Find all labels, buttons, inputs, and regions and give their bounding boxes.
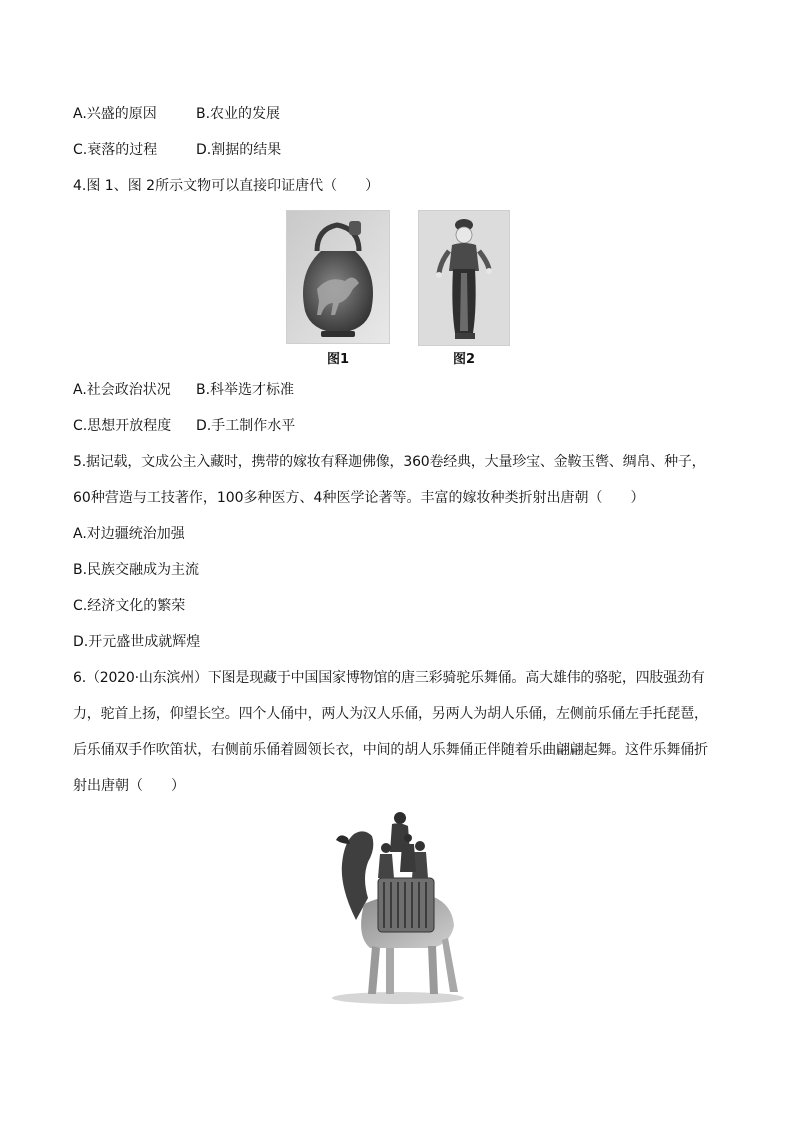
figure-2-glazed-figurine <box>418 210 510 346</box>
q6-stem-line-1: 6.（2020·山东滨州）下图是现藏于中国国家博物馆的唐三彩骑驼乐舞俑。高大雄伟的骆驼，四肢强劲有 <box>73 670 705 686</box>
figure-1-caption: 图1 <box>326 352 350 367</box>
q6-stem-line-3: 后乐俑双手作吹笛状，右侧前乐俑着圆领长衣，中间的胡人乐舞俑正伴随着乐曲翩翩起舞。这件乐舞俑折 <box>73 742 708 758</box>
figure-2-caption: 图2 <box>452 352 476 367</box>
q3-options-row-2 <box>73 140 281 160</box>
q4-option-c: C.思想开放程度 <box>73 418 172 434</box>
q4-stem: 4.图 1、图 2所示文物可以直接印证唐代（ ） <box>73 178 380 194</box>
q4-option-b: B.科举选才标准 <box>196 382 295 398</box>
figure-camel-musicians-sculpture <box>320 808 468 1008</box>
q6-stem-line-4: 射出唐朝（ ） <box>73 778 185 794</box>
q3-option-b: B.农业的发展 <box>196 106 281 122</box>
q5-option-a: A.对边疆统治加强 <box>73 526 185 542</box>
q4-option-a: A.社会政治状况 <box>73 382 171 398</box>
q3-options-row-1 <box>73 104 280 124</box>
q5-option-b: B.民族交融成为主流 <box>73 562 200 578</box>
q5-option-c: C.经济文化的繁荣 <box>73 598 186 614</box>
q4-option-d: D.手工制作水平 <box>196 418 296 434</box>
q3-option-d: D.割据的结果 <box>196 142 282 158</box>
q3-option-c: C.衰落的过程 <box>73 142 158 158</box>
q3-option-a: A.兴盛的原因 <box>73 106 157 122</box>
figure-1-silver-flask <box>286 210 390 344</box>
q5-stem-line-2: 60种营造与工技著作，100多种医方、4种医学论著等。丰富的嫁妆种类折射出唐朝（ ） <box>73 490 645 506</box>
q5-stem-line-1: 5.据记载，文成公主入藏时，携带的嫁妆有释迦佛像，360卷经典，大量珍宝、金鞍玉辔、绸帛、种子， <box>73 454 706 470</box>
q5-option-d: D.开元盛世成就辉煌 <box>73 634 201 650</box>
q4-options-row-1 <box>73 380 294 400</box>
q4-options-row-2 <box>73 416 295 436</box>
q6-stem-line-2: 力，驼首上扬，仰望长空。四个人俑中，两人为汉人乐俑，另两人为胡人乐俑，左侧前乐俑左手托琵琶， <box>73 706 708 722</box>
